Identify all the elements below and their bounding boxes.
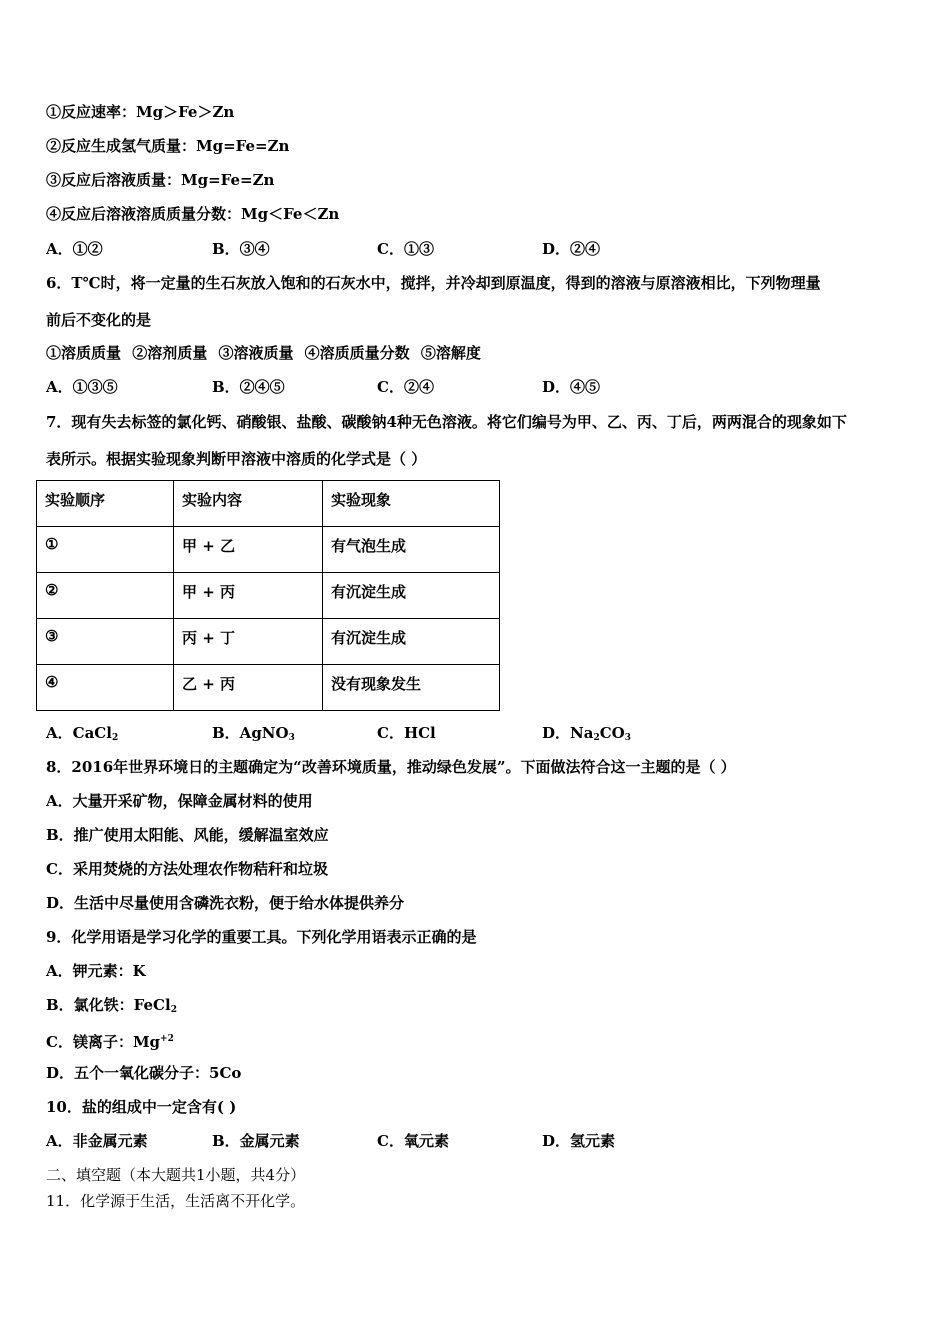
q7-option-b [212, 723, 295, 748]
table-cell: 没有现象发生 [323, 665, 500, 711]
subscript: 2 [111, 733, 119, 743]
table-header-cell: 实验现象 [323, 481, 500, 527]
q5-option-b: B．③④ [212, 240, 270, 258]
q6-stem-line2: 前后不变化的是 [46, 311, 152, 329]
q9-option-b [46, 995, 177, 1020]
q7-option-d-text: D．Na [542, 724, 594, 742]
table-header-cell: 实验内容 [174, 481, 323, 527]
q5-item-2: ②反应生成氢气质量：Mg=Fe=Zn [46, 137, 290, 155]
q9-option-c [46, 1029, 174, 1052]
table-cell: 甲 + 乙 [174, 527, 323, 573]
table-cell: 有沉淀生成 [323, 619, 500, 665]
q5-option-d: D．②④ [542, 240, 601, 258]
q8-option-c: C．采用焚烧的方法处理农作物秸秆和垃圾 [46, 860, 328, 878]
table-cell: 有沉淀生成 [323, 573, 500, 619]
q7-option-d [542, 723, 631, 748]
q9-option-b-text: B．氯化铁：FeCl [46, 996, 171, 1014]
table-cell: 乙 + 丙 [174, 665, 323, 711]
superscript: +2 [160, 1034, 174, 1044]
table-cell: 甲 + 丙 [174, 573, 323, 619]
q8-option-a: A．大量开采矿物，保障金属材料的使用 [46, 792, 313, 810]
q6-items: ①溶质质量 ②溶剂质量 ③溶液质量 ④溶质质量分数 ⑤溶解度 [46, 344, 481, 362]
experiment-table [36, 480, 500, 711]
q7-option-a [46, 723, 118, 748]
table-cell: ④ [37, 665, 174, 711]
q7-option-a-text: A．CaCl [46, 724, 112, 742]
q11-stem: 11．化学源于生活，生活离不开化学。 [46, 1192, 306, 1210]
q7-stem-line1: 7．现有失去标签的氯化钙、硝酸银、盐酸、碳酸钠4种无色溶液。将它们编号为甲、乙、丙、丁后，两两混合的现象如下 [46, 413, 847, 431]
q9-stem: 9．化学用语是学习化学的重要工具。下列化学用语表示正确的是 [46, 928, 477, 946]
q9-option-d: D．五个一氧化碳分子：5Co [46, 1064, 242, 1082]
subscript: 2 [170, 1005, 177, 1015]
q8-stem: 8．2016年世界环境日的主题确定为“改善环境质量，推动绿色发展”。下面做法符合这一主题的是（ ） [46, 758, 736, 776]
table-cell: 有气泡生成 [323, 527, 500, 573]
q9-option-a: A．钾元素：K [46, 962, 146, 980]
q5-option-a: A．①② [46, 240, 103, 258]
q7-option-d-text-2: CO [599, 724, 625, 742]
q6-stem-line1: 6．T℃时，将一定量的生石灰放入饱和的石灰水中，搅拌，并冷却到原温度，得到的溶液与原溶液相比，下列物理量 [46, 274, 821, 292]
q7-stem-line2: 表所示。根据实验现象判断甲溶液中溶质的化学式是（ ） [46, 450, 427, 468]
section-title: 二、填空题（本大题共1小题，共4分） [46, 1166, 306, 1184]
q5-option-c: C．①③ [377, 240, 434, 258]
table-row [37, 619, 500, 665]
q10-option-c: C．氧元素 [377, 1132, 449, 1150]
q8-option-b: B．推广使用太阳能、风能，缓解温室效应 [46, 826, 329, 844]
q6-option-b: B．②④⑤ [212, 378, 285, 396]
q5-item-1: ①反应速率：Mg＞Fe＞Zn [46, 103, 235, 121]
q8-option-d: D．生活中尽量使用含磷洗衣粉，便于给水体提供养分 [46, 894, 405, 912]
q10-option-a: A．非金属元素 [46, 1132, 148, 1150]
q6-option-d: D．④⑤ [542, 378, 601, 396]
q10-stem: 10．盐的组成中一定含有( ) [46, 1098, 237, 1116]
table-cell: ① [37, 527, 174, 573]
subscript: 2 [593, 733, 600, 743]
q7-option-b-text: B．AgNO [212, 724, 289, 742]
table-header-row [37, 481, 500, 527]
table-row [37, 573, 500, 619]
table-cell: ③ [37, 619, 174, 665]
table-cell: ② [37, 573, 174, 619]
q10-option-d: D．氢元素 [542, 1132, 616, 1150]
q6-option-a: A．①③⑤ [46, 378, 118, 396]
subscript: 3 [624, 733, 631, 743]
table-header-cell: 实验顺序 [37, 481, 174, 527]
table-row [37, 527, 500, 573]
q10-option-b: B．金属元素 [212, 1132, 300, 1150]
q7-option-c: C．HCl [377, 724, 436, 742]
subscript: 3 [288, 733, 295, 743]
q5-item-3: ③反应后溶液质量：Mg=Fe=Zn [46, 171, 275, 189]
table-cell: 丙 + 丁 [174, 619, 323, 665]
q5-item-4: ④反应后溶液溶质质量分数：Mg＜Fe＜Zn [46, 205, 340, 223]
q6-option-c: C．②④ [377, 378, 434, 396]
q9-option-c-text: C．镁离子：Mg [46, 1033, 161, 1051]
table-row [37, 665, 500, 711]
